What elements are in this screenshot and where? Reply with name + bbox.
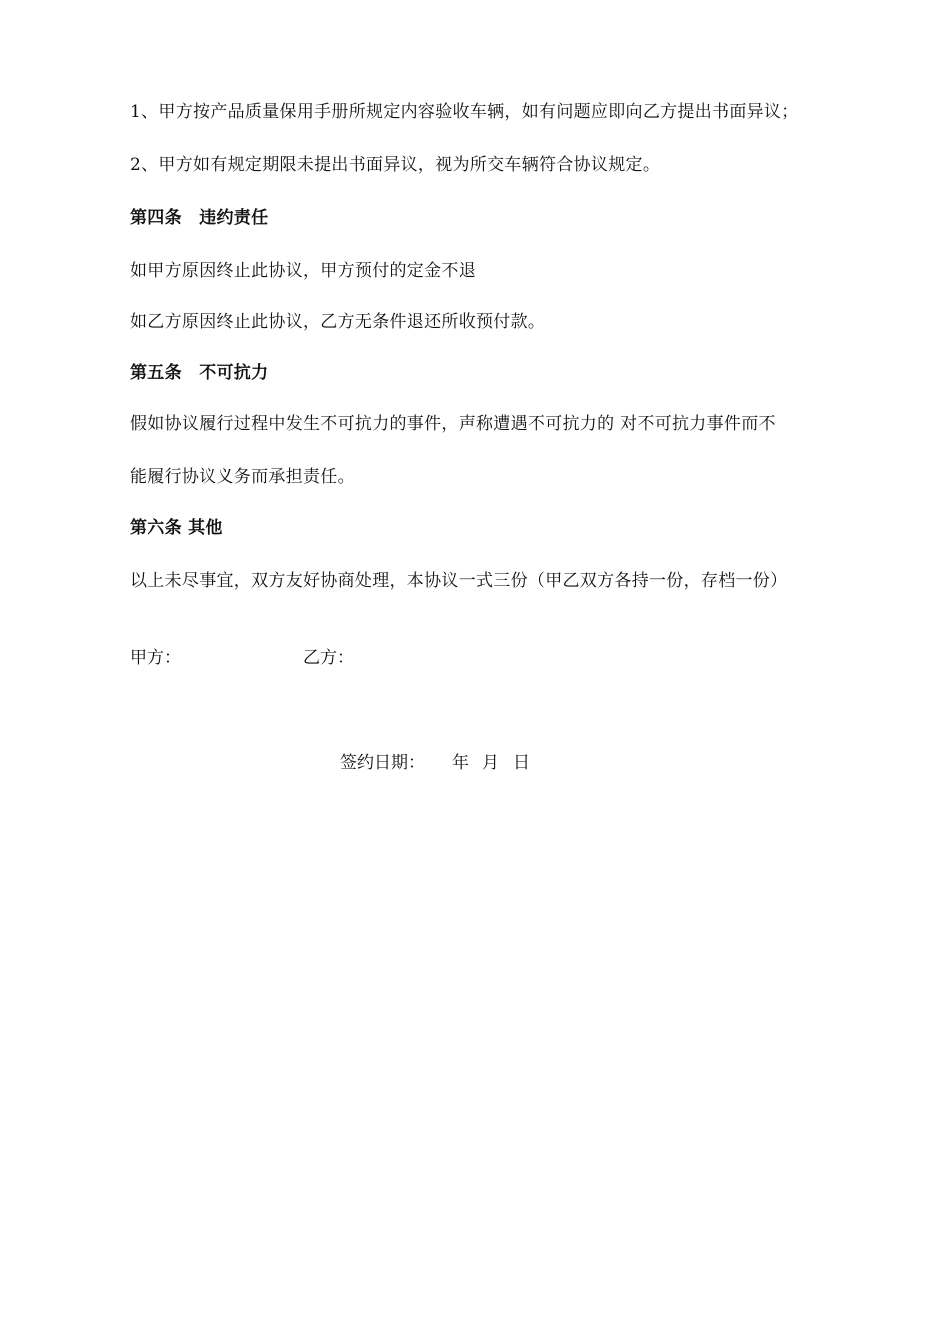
article-5-line-1: 假如协议履行过程中发生不可抗力的事件，声称遭遇不可抗力的 对不可抗力事件而不 [130, 414, 776, 434]
party-b-label: 乙方： [303, 648, 354, 668]
signing-date-month: 月 [482, 753, 499, 773]
party-a-label: 甲方： [130, 648, 181, 668]
acceptance-item-2: 2、甲方如有规定期限未提出书面异议，视为所交车辆符合协议规定。 [130, 155, 661, 175]
signing-date-label: 签约日期： [340, 753, 425, 773]
signing-date-day: 日 [513, 753, 530, 773]
article-4-heading: 第四条 违约责任 [130, 208, 269, 228]
signing-date-year: 年 [452, 753, 469, 773]
article-5-line-2: 能履行协议义务而承担责任。 [130, 467, 355, 487]
acceptance-item-1: 1、甲方按产品质量保用手册所规定内容验收车辆，如有问题应即向乙方提出书面异议； [130, 102, 799, 122]
article-4-line-1: 如甲方原因终止此协议，甲方预付的定金不退 [130, 261, 476, 281]
article-6-line-1: 以上未尽事宜，双方友好协商处理，本协议一式三份（甲乙双方各持一份，存档一份） [130, 571, 788, 591]
article-4-line-2: 如乙方原因终止此协议，乙方无条件退还所收预付款。 [130, 312, 546, 332]
article-6-heading: 第六条 其他 [130, 518, 223, 538]
article-5-heading: 第五条 不可抗力 [130, 363, 269, 383]
